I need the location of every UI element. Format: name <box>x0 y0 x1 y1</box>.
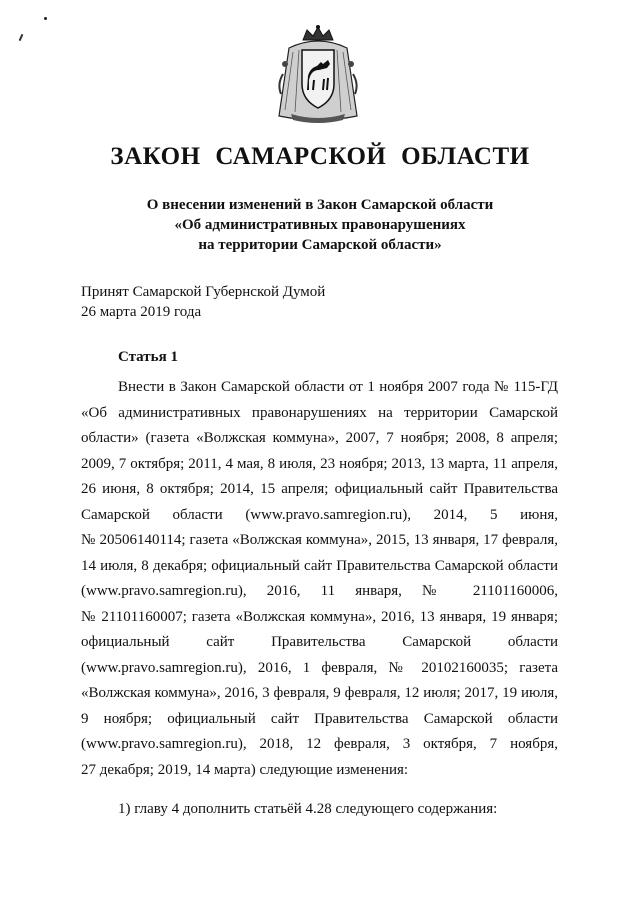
body-line: 26 июня, 8 октября; 2014, 15 апреля; официальный сайт Правительства <box>81 481 558 497</box>
list-item: 1) главу 4 дополнить статьёй 4.28 следующего содержания: <box>118 801 498 817</box>
body-line: Внести в Закон Самарской области от 1 ноября 2007 года № 115-ГД <box>118 379 558 395</box>
scan-mark <box>19 34 24 41</box>
body-line: (www.pravo.samregion.ru), 2016, 11 января, № 21101160006, <box>81 583 558 599</box>
adoption-note <box>81 282 325 322</box>
body-line: № 20506140114; газета «Волжская коммуна», 2015, 13 января, 17 февраля, <box>81 532 558 548</box>
body-line: «Волжская коммуна», 2016, 3 февраля, 9 февраля, 12 июля; 2017, 19 июля, <box>81 685 558 701</box>
subtitle-line: О внесении изменений в Закон Самарской области <box>146 197 494 213</box>
law-title: ЗАКОН САМАРСКОЙ ОБЛАСТИ <box>110 143 530 170</box>
scan-mark <box>44 17 47 20</box>
body-line: 9 ноября; официальный сайт Правительства Самарской области <box>81 710 558 727</box>
law-subtitle <box>0 195 640 255</box>
body-line: (www.pravo.samregion.ru), 2018, 12 февраля, 3 октября, 7 ноября, <box>81 736 558 752</box>
body-line: Самарской области (www.pravo.samregion.ru), 2014, 5 июня, <box>81 506 558 523</box>
subtitle-line: на территории Самарской области» <box>198 237 442 253</box>
body-line: 2009, 7 октября; 2011, 4 мая, 8 июля, 23 ноября; 2013, 13 марта, 11 апреля, <box>81 455 558 472</box>
body-line: 27 декабря; 2019, 14 марта) следующие изменения: <box>81 761 409 778</box>
coat-of-arms-icon <box>273 24 363 124</box>
body-line: 14 июля, 8 декабря; официальный сайт Правительства Самарской области <box>81 557 558 574</box>
body-line: № 21101160007; газета «Волжская коммуна», 2016, 13 января, 19 января; <box>81 608 558 625</box>
body-line: (www.pravo.samregion.ru), 2016, 1 февраля, № 20102160035; газета <box>81 659 558 676</box>
body-line: официальный сайт Правительства Самарской области <box>81 634 558 650</box>
adoption-line: Принят Самарской Губернской Думой <box>81 284 326 300</box>
body-line: «Об административных правонарушениях на территории Самарской <box>81 404 558 421</box>
adoption-date: 26 марта 2019 года <box>81 304 202 320</box>
subtitle-line: «Об административных правонарушениях <box>174 217 466 233</box>
article-body <box>81 375 558 783</box>
article-heading: Статья 1 <box>118 349 178 365</box>
body-line: области» (газета «Волжская коммуна», 2007, 7 ноября; 2008, 8 апреля; <box>81 430 558 446</box>
